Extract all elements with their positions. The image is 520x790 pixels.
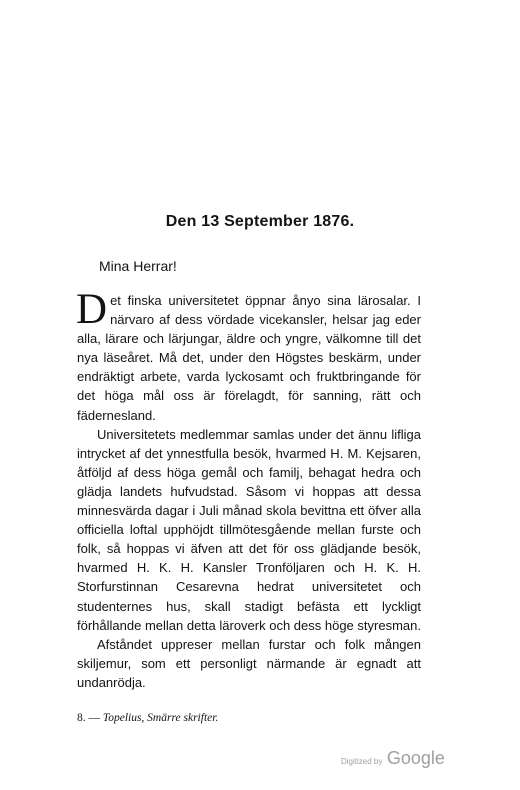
drop-cap: D [76,286,108,333]
paragraph-2: Universitetets medlemmar samlas under det ännu lifliga intrycket af det ynnestfulla besök, hvarmed H. M. Kejsaren, åtföljd af dess höga gemål och familj, behagat hedra och glädja landets hufvudstad. Såsom vi hoppas att dessa minnesvärda dagar i Juli månad skola bevittna ett öfver alla officiella loftal upphöjdt tillmötesgående mellan furste och folk, så hoppas vi äfven att det för oss glädjande besök, hvarmed H. K. H. Kansler Tronföljaren och H. K. H. Storfurstinnan Cesarevna hedrat universitetet och studenternes hus, skall stadigt befästa ett lyckligt förhållande mellan detta läroverk och dess höge styresman. [77,426,421,633]
footnote-text: Topelius, Smärre skrifter. [102,712,219,724]
watermark-brand: Google [386,748,445,768]
watermark-prefix: Digitized by [341,757,383,766]
footnote-number: 8. — [77,712,100,724]
page-heading: Den 13 September 1876. [165,213,355,230]
digitization-watermark [341,748,445,769]
paragraph-3: Afståndet uppreser mellan furstar och folk mången skiljemur, som ett personligt närmande är egnadt att undanrödja. [77,636,421,690]
body-text [76,286,421,692]
paragraph-1-text: et finska universitetet öppnar ånyo sina lärosalar. I närvaro af dess vördade vicekansler, helsar jag eder alla, lärare och lärjungar, äldre och yngre, välkomne till det nya läseåret. Må det, under den Högstes beskärm, under endräktigt arbete, varda lyckosamt och fruktbringande för det höga mål oss är förelagdt, för sanning, rätt och fädernesland. [77,293,421,423]
paragraph-1 [76,286,421,425]
page-footnote [77,712,218,724]
salutation: Mina Herrar! [99,258,177,274]
